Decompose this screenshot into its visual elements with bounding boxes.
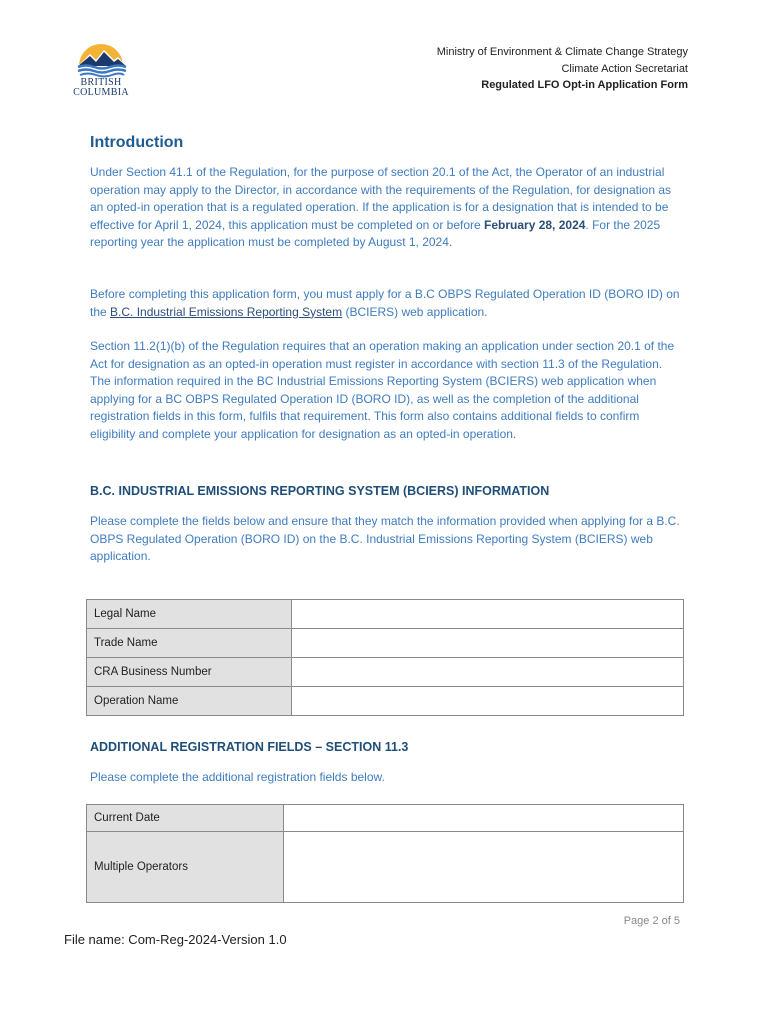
document-header (437, 44, 688, 94)
table-row (87, 832, 684, 903)
intro-p1-text-a: Under Section 41.1 of the Regulation, for the purpose of section 20.1 of the Act, the Operator of an industrial operation may apply to the Director, in accordance with the requirements of the Regulation, for designation as an opted-in operation that is a regulated operation. If the application is for a designation that is intended to be effective for April 1, 2024, this application must be completed on or before (90, 165, 671, 232)
bc-logo-wordmark (66, 78, 136, 98)
cra-business-number-label: CRA Business Number (87, 658, 292, 687)
additional-fields-heading: ADDITIONAL REGISTRATION FIELDS – SECTION 11.3 (90, 740, 409, 754)
deadline-date: February 28, 2024 (484, 217, 586, 232)
introduction-heading: Introduction (90, 134, 184, 151)
bciers-link[interactable]: B.C. Industrial Emissions Reporting System (110, 304, 343, 319)
ministry-name: Ministry of Environment & Climate Change Strategy (436, 46, 688, 58)
bciers-section-heading: B.C. INDUSTRIAL EMISSIONS REPORTING SYSTEM (BCIERS) INFORMATION (90, 484, 550, 498)
table-row (87, 658, 684, 687)
bciers-fields-table (86, 599, 684, 716)
file-name: File name: Com-Reg-2024-Version 1.0 (64, 932, 287, 947)
additional-fields-description: Please complete the additional registration fields below. (90, 770, 385, 784)
secretariat-name: Climate Action Secretariat (561, 62, 688, 75)
logo-line-british: BRITISH (80, 77, 122, 88)
intro-p1-text-b: . For the 2025 reporting year the application must be completed by August 1, 2024. (90, 217, 661, 250)
table-row (87, 600, 684, 629)
intro-paragraph-1 (90, 164, 685, 252)
operation-name-field[interactable] (292, 687, 684, 716)
bciers-section-description: Please complete the fields below and ensure that they match the information provided when applying for a B.C. OBPS Regulated Operation (BORO ID) on the B.C. Industrial Emissions Reporting System (BCIERS) web application. (90, 514, 680, 564)
current-date-field[interactable] (284, 805, 684, 832)
multiple-operators-label: Multiple Operators (87, 832, 284, 903)
table-row (87, 805, 684, 832)
page-number: Page 2 of 5 (623, 915, 680, 927)
multiple-operators-field[interactable] (284, 832, 684, 903)
cra-business-number-field[interactable] (292, 658, 684, 687)
legal-name-field[interactable] (292, 600, 684, 629)
table-row (87, 629, 684, 658)
bc-sun-mountains-icon (66, 40, 136, 78)
bc-logo (66, 40, 136, 102)
logo-line-columbia: COLUMBIA (73, 87, 129, 98)
intro-paragraph-2 (90, 286, 685, 321)
current-date-label: Current Date (87, 805, 284, 832)
operation-name-label: Operation Name (87, 687, 292, 716)
intro-paragraph-3: Section 11.2(1)(b) of the Regulation requires that an operation making an application under section 20.1 of the Act for designation as an opted-in operation must register in accordance with section 11.3 of the Regulation. The information required in the BC Industrial Emissions Reporting System (BCIERS) web application when applying for a BC OBPS Regulated Operation ID (BORO ID), as well as the completion of the additional registration fields in this form, fulfils that requirement. This form also contains additional fields to confirm eligibility and complete your application for designation as an opted-in operation. (90, 339, 675, 441)
form-title: Regulated LFO Opt-in Application Form (481, 79, 688, 91)
intro-p2-text-b: (BCIERS) web application. (342, 304, 488, 319)
legal-name-label: Legal Name (87, 600, 292, 629)
trade-name-field[interactable] (292, 629, 684, 658)
intro-p2-text-a: Before completing this application form, you must apply for a B.C OBPS Regulated Operation ID (BORO ID) on the (90, 287, 680, 319)
table-row (87, 687, 684, 716)
trade-name-label: Trade Name (87, 629, 292, 658)
additional-fields-table (86, 804, 684, 903)
